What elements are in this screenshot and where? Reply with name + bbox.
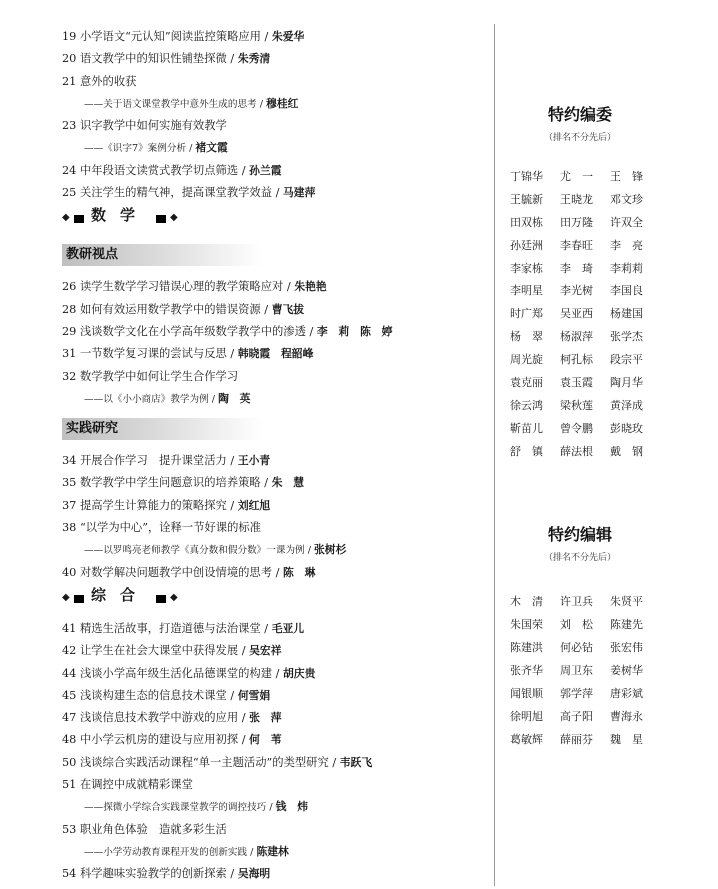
editor-names [510, 590, 660, 751]
toc-entry [62, 48, 482, 70]
member-name: 周光旋 [510, 353, 543, 367]
committee-names [510, 166, 660, 464]
member-name: 柯孔标 [560, 353, 593, 367]
toc-entry [62, 752, 482, 774]
entry-author: 孙兰霞 [249, 163, 282, 177]
member-name: 姜树华 [610, 664, 643, 677]
toc-entry [62, 321, 482, 343]
member-name: 朱贤平 [610, 595, 643, 608]
entry-author: 胡庆贵 [283, 666, 316, 680]
name-row [510, 189, 660, 212]
member-name: 何必钻 [560, 641, 593, 654]
toc-entry [62, 685, 482, 707]
member-name: 王晓龙 [560, 192, 593, 206]
section-heading-jiaoyan [62, 244, 262, 266]
member-name: 李光树 [560, 284, 593, 298]
name-row [510, 395, 660, 418]
name-row [510, 613, 660, 636]
entry-title: 19 小学语文“元认知”阅读监控策略应用 / [62, 30, 272, 43]
toc-subtitle [62, 539, 482, 561]
toc-entry [62, 343, 482, 365]
entry-author: 韦跃飞 [339, 755, 373, 769]
entry-title: 42 让学生在社会大课堂中获得发展 / [62, 644, 250, 658]
diamond-icon: ◆ [170, 591, 178, 603]
toc-entry [62, 26, 482, 48]
member-name: 薛丽芬 [560, 733, 593, 746]
member-name: 邓文珍 [610, 192, 643, 206]
entry-title: 26 读学生数学学习错误心理的教学策略应对 / [62, 280, 295, 294]
member-name: 许卫兵 [560, 595, 593, 608]
member-name: 王毓新 [510, 192, 543, 206]
entry-title: 24 中年段语文读赏式教学切点筛选 / [62, 163, 250, 177]
toc-entry [62, 707, 482, 729]
subject-title: 数学 [84, 206, 156, 224]
entry-title: 21 意外的收获 [62, 74, 137, 88]
entry-author: 钱 炜 [275, 800, 309, 814]
name-row [510, 418, 660, 441]
entry-title: 34 开展合作学习 提升课堂活力 / [62, 454, 238, 468]
member-name: 孙廷洲 [510, 238, 543, 252]
toc-entry [62, 450, 482, 472]
subject-title: 综合 [84, 586, 156, 604]
entry-author: 褚文霞 [195, 141, 228, 155]
entry-author: 朱艳艳 [294, 280, 327, 294]
member-name: 朱国荣 [510, 618, 543, 631]
entry-title: 37 提高学生计算能力的策略探究 / [62, 498, 238, 512]
member-name: 薛法根 [560, 444, 593, 458]
member-name: 李家栋 [510, 261, 543, 275]
committee-title: 特约编委 [547, 105, 612, 124]
entry-author: 李 莉 陈 婷 [316, 324, 393, 338]
name-row [510, 349, 660, 372]
member-name: 张学杰 [610, 330, 643, 344]
name-row [510, 659, 660, 682]
member-name: 刘 松 [560, 618, 593, 631]
member-name: 木 清 [510, 595, 543, 608]
entry-title: 28 如何有效运用数学教学中的错误资源 / [62, 302, 272, 316]
entry-author: 韩晓霞 程韶峰 [237, 347, 314, 361]
entry-title: 20 语文教学中的知识性铺垫探微 / [62, 52, 238, 66]
section-heading-shijian [62, 418, 262, 440]
entry-title: 38 “以学为中心”，诠释一节好课的标准 [62, 521, 261, 535]
subject-heading-zonghe [62, 586, 482, 616]
toc-group-math-practice [62, 450, 482, 584]
entry-title: 35 数学教学中学生问题意识的培养策略 / [62, 476, 272, 490]
entry-author: 吴海明 [237, 867, 271, 881]
entry-author: 马建萍 [283, 186, 316, 200]
name-row [510, 258, 660, 281]
name-row [510, 212, 660, 235]
member-name: 杨建国 [610, 307, 643, 321]
member-name: 戴 钢 [610, 444, 643, 458]
entry-author: 朱秀清 [237, 52, 271, 66]
entry-title: 47 浅谈信息技术教学中游戏的应用 / [62, 711, 250, 725]
entry-author: 陶 英 [218, 391, 251, 405]
entry-author: 朱爱华 [271, 30, 305, 43]
member-name: 王 锋 [610, 170, 643, 183]
member-name: 唐彩斌 [610, 687, 643, 700]
toc-entry [62, 115, 482, 137]
entry-title: ——关于语文课堂教学中意外生成的思考 / [84, 98, 267, 110]
entry-title: 31 一节数学复习课的尝试与反思 / [62, 347, 238, 361]
member-name: 李国良 [610, 284, 643, 298]
member-name: 舒 镇 [510, 444, 543, 458]
member-name: 陶月华 [610, 376, 643, 390]
entry-title: ——小学劳动教育课程开发的创新实践 / [84, 846, 257, 858]
member-name: 吴亚西 [560, 307, 593, 321]
member-name: 时广郑 [510, 307, 543, 321]
toc-entry [62, 517, 482, 539]
member-name: 袁玉霞 [560, 376, 593, 390]
member-name: 段宗平 [610, 353, 643, 367]
toc-entry [62, 663, 482, 685]
toc-entry [62, 299, 482, 321]
entry-title: 25 关注学生的精气神，提高课堂教学效益 / [62, 186, 284, 200]
toc-entry [62, 863, 482, 885]
entry-title: 23 识字教学中如何实施有效教学 [62, 119, 227, 133]
member-name: 李莉莉 [610, 261, 643, 275]
entry-title: 41 精选生活故事，打造道德与法治课堂 / [62, 621, 272, 635]
member-name: 曹海永 [610, 710, 643, 723]
entry-author: 吴宏祥 [249, 644, 282, 658]
member-name: 丁锦华 [510, 170, 543, 183]
member-name: 彭晓玫 [610, 421, 643, 435]
name-row [510, 441, 660, 464]
toc-entry [62, 160, 482, 182]
toc-subtitle [62, 93, 482, 115]
toc-entry [62, 276, 482, 298]
member-name: 袁克丽 [510, 376, 543, 390]
name-row [510, 166, 660, 189]
subject-heading-math [62, 206, 482, 236]
entry-author: 张 萍 [249, 711, 282, 725]
member-name: 田双栋 [510, 215, 543, 229]
entry-author: 刘红旭 [237, 498, 271, 512]
member-name: 杨淑萍 [560, 330, 593, 344]
toc-subtitle [62, 796, 482, 818]
entry-title: ——探微小学综合实践课堂教学的调控技巧 / [84, 802, 276, 814]
entry-title: 45 浅谈构建生态的信息技术课堂 / [62, 688, 238, 702]
name-row [510, 326, 660, 349]
toc-group-math-research [62, 276, 482, 410]
entry-title: 40 对数学解决问题教学中创设情境的思考 / [62, 565, 284, 579]
entry-author: 陈 琳 [283, 565, 316, 579]
member-name: 李 亮 [610, 238, 643, 252]
toc-entry [62, 495, 482, 517]
member-name: 许双全 [610, 215, 643, 229]
entry-title: 48 中小学云机房的建设与应用初探 / [62, 733, 250, 747]
toc-entry [62, 729, 482, 751]
member-name: 李 琦 [560, 261, 593, 275]
column-divider [494, 24, 495, 886]
member-name: 陈建先 [610, 618, 643, 631]
editors-title: 特约编辑 [547, 525, 612, 544]
table-of-contents [62, 26, 482, 886]
entry-title: 54 科学趣味实验教学的创新探索 / [62, 867, 238, 881]
entry-title: 53 职业角色体验 造就多彩生活 [62, 822, 227, 836]
toc-entry [62, 182, 482, 204]
name-row [510, 682, 660, 705]
member-name: 曾令鹏 [560, 421, 593, 435]
member-name: 张宏伟 [610, 641, 643, 654]
diamond-icon: ◆ [62, 212, 70, 224]
toc-entry [62, 640, 482, 662]
member-name: 徐云鸿 [510, 398, 543, 412]
editors-note: （排名不分先后） [543, 553, 616, 563]
toc-group-chinese [62, 26, 482, 204]
name-row [510, 728, 660, 751]
entry-author: 张树杉 [314, 543, 347, 557]
name-row [510, 303, 660, 326]
entry-title: 32 数学教学中如何让学生合作学习 [62, 369, 239, 383]
name-row [510, 280, 660, 303]
entry-author: 穆桂红 [266, 96, 299, 110]
name-row [510, 705, 660, 728]
name-row [510, 235, 660, 258]
member-name: 郭学萍 [560, 687, 593, 700]
member-name: 葛敏辉 [510, 733, 543, 746]
entry-title: ——《识字7》案例分析 / [84, 143, 196, 155]
member-name: 魏 星 [610, 733, 643, 746]
editorial-board [500, 0, 718, 889]
entry-title: 44 浅谈小学高年级生活化品德课堂的构建 / [62, 666, 284, 680]
entry-title: 50 浅谈综合实践活动课程“单一主题活动”的类型研究 / [62, 755, 340, 769]
section-title: 教研视点 [66, 247, 119, 263]
entry-author: 朱 慧 [271, 476, 305, 490]
member-name: 周卫东 [560, 664, 593, 677]
toc-entry [62, 774, 482, 796]
committee-note: （排名不分先后） [543, 133, 616, 143]
member-name: 梁秋莲 [560, 398, 593, 412]
entry-title: 51 在调控中成就精彩课堂 [62, 778, 193, 792]
toc-entry [62, 366, 482, 388]
toc-subtitle [62, 841, 482, 863]
name-row [510, 372, 660, 395]
entry-author: 曹飞拔 [271, 302, 305, 316]
toc-entry [62, 472, 482, 494]
toc-group-comprehensive [62, 618, 482, 886]
member-name: 陈建洪 [510, 641, 543, 654]
member-name: 高子阳 [560, 710, 593, 723]
member-name: 闻银顺 [510, 687, 543, 700]
toc-entry [62, 71, 482, 93]
name-row [510, 590, 660, 613]
member-name: 田万隆 [560, 215, 593, 229]
member-name: 靳苗儿 [510, 421, 543, 435]
entry-author: 何雪娟 [237, 688, 271, 702]
toc-subtitle [62, 388, 482, 410]
entry-title: 29 浅谈数学文化在小学高年级数学教学中的渗透 / [62, 324, 317, 338]
member-name: 尤 一 [560, 170, 593, 183]
member-name: 杨 翠 [510, 330, 543, 344]
toc-entry [62, 618, 482, 640]
toc-subtitle [62, 137, 482, 159]
member-name: 李春旺 [560, 238, 593, 252]
section-title: 实践研究 [66, 421, 119, 437]
name-row [510, 636, 660, 659]
member-name: 张齐华 [510, 664, 543, 677]
entry-title: ——以罗鸣亮老师教学《真分数和假分数》一课为例 / [84, 545, 314, 557]
entry-author: 何 苇 [249, 733, 282, 747]
toc-entry [62, 819, 482, 841]
diamond-icon: ◆ [170, 212, 178, 224]
diamond-icon: ◆ [62, 591, 70, 603]
member-name: 李明星 [510, 284, 543, 298]
member-name: 徐明旭 [510, 710, 543, 723]
entry-author: 毛亚儿 [271, 621, 305, 635]
toc-entry [62, 562, 482, 584]
entry-author: 陈建林 [256, 844, 289, 858]
entry-author: 王小青 [237, 454, 271, 468]
entry-title: ——以《小小商店》教学为例 / [84, 393, 219, 405]
member-name: 黄泽成 [610, 398, 643, 412]
